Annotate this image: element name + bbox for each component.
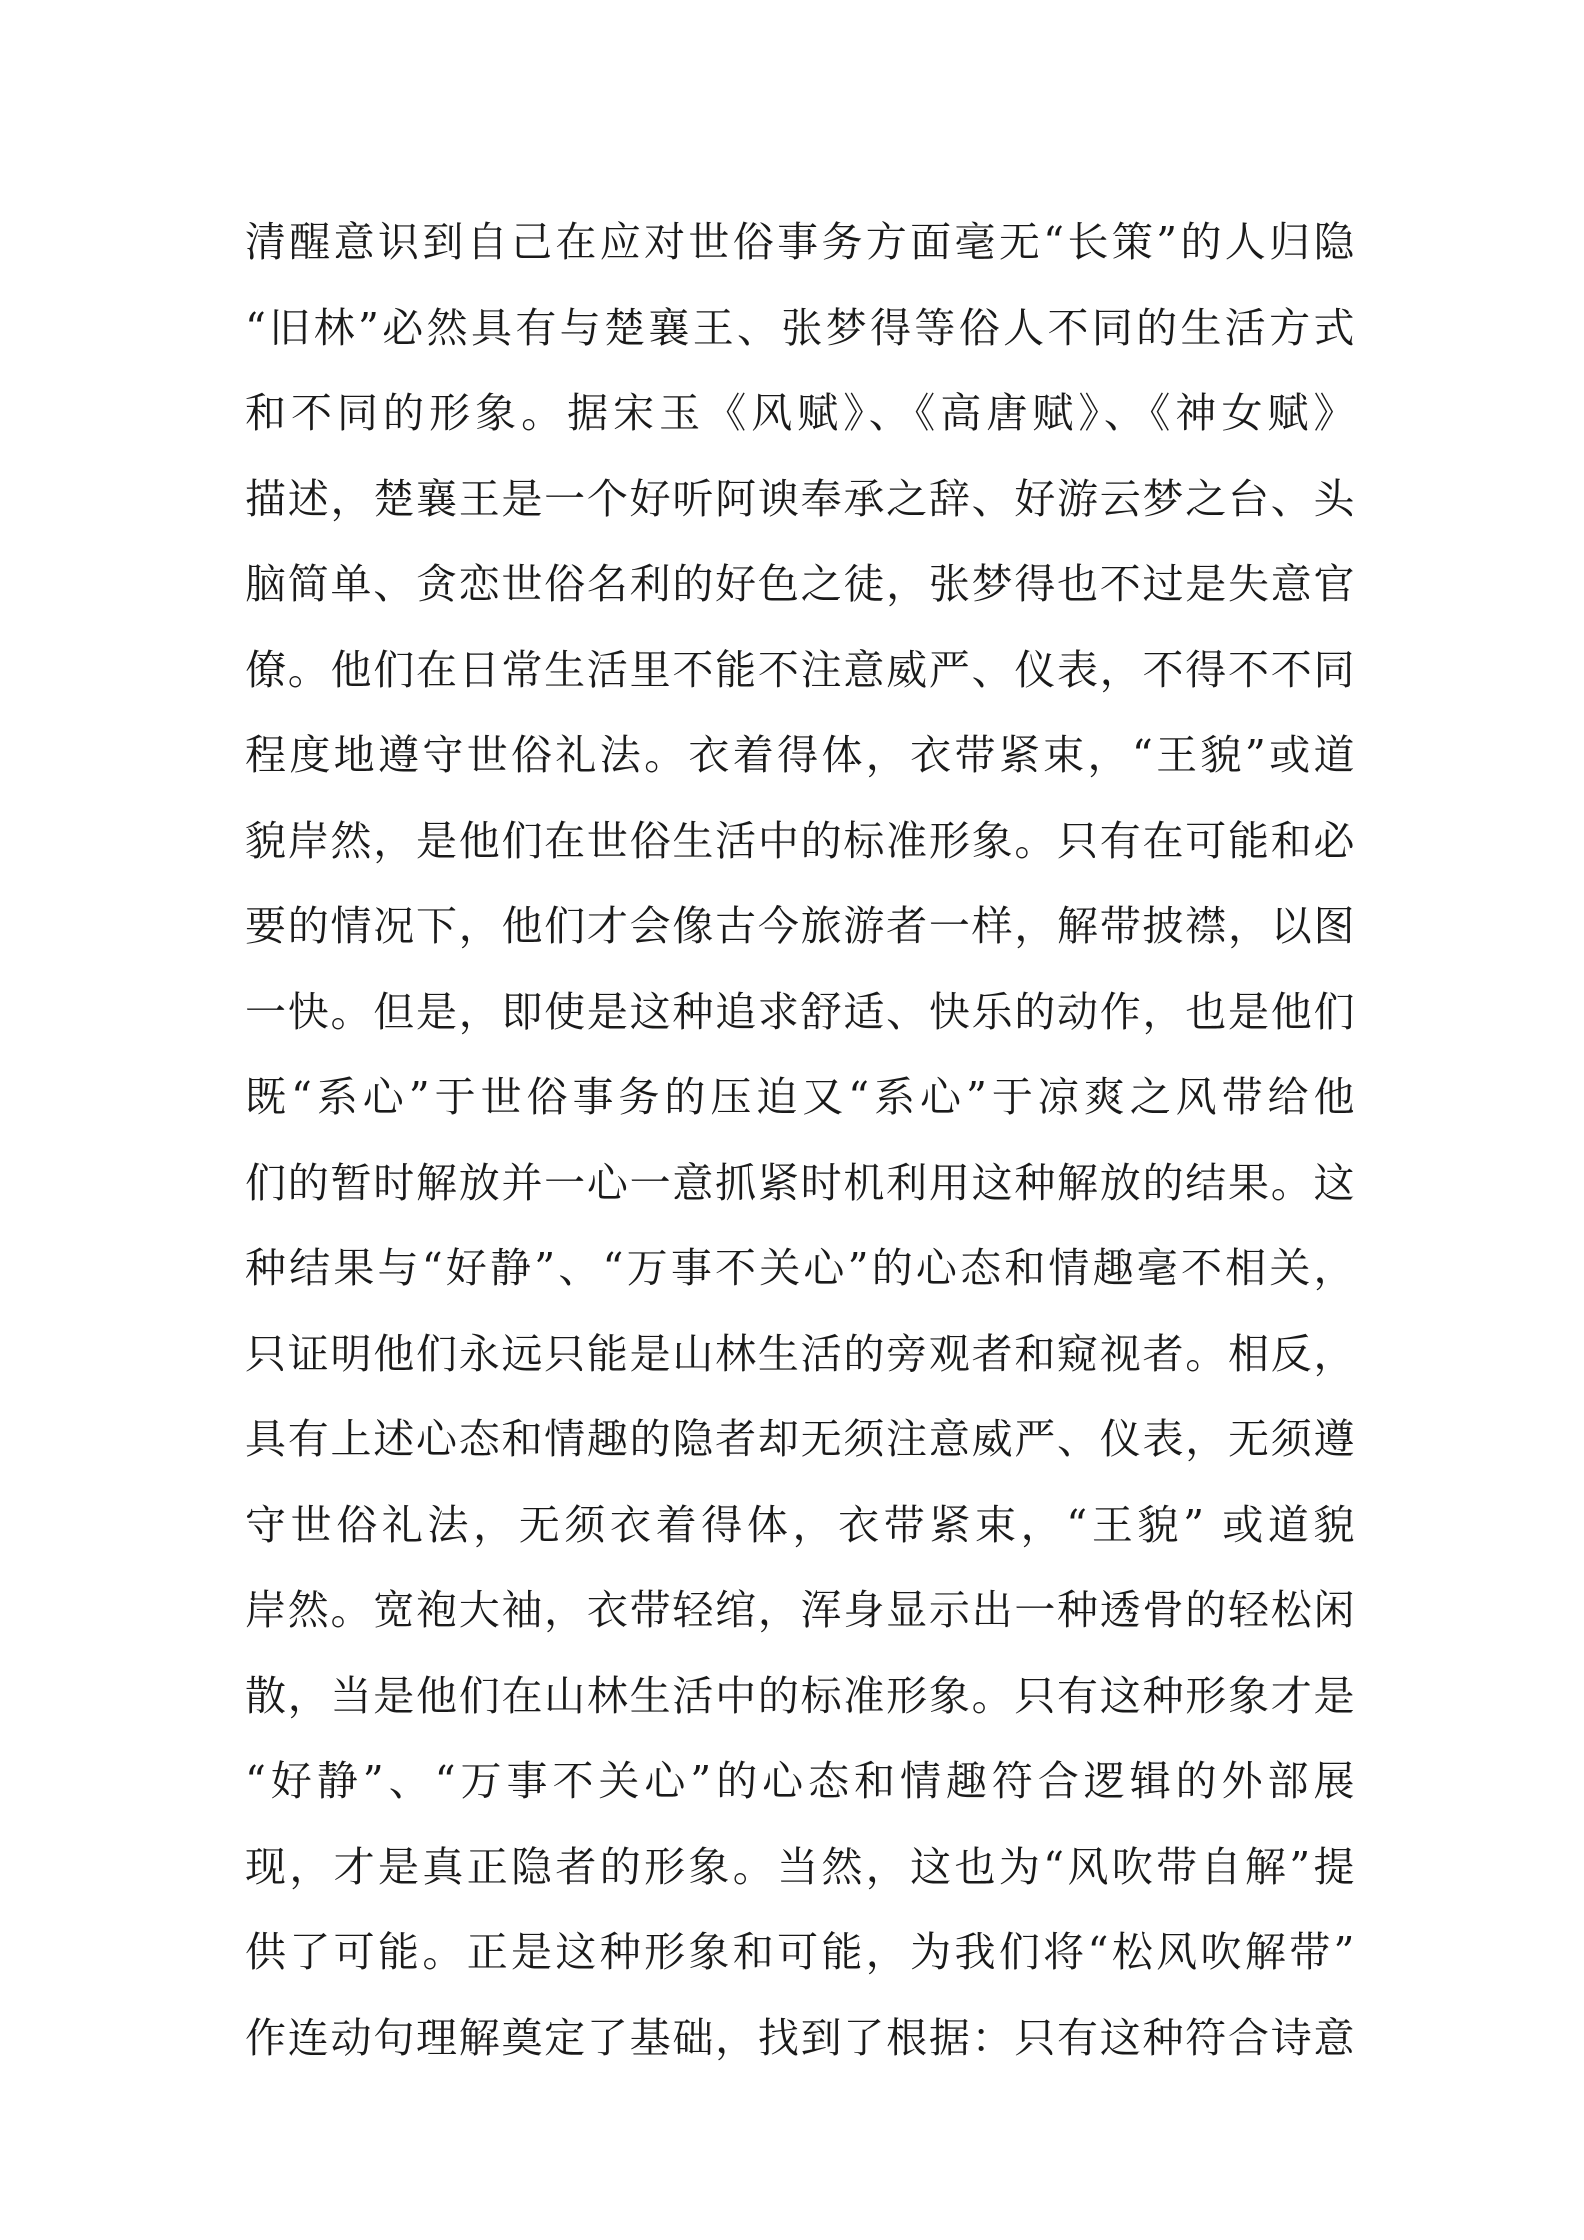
text-line: 守世俗礼法，无须衣着得体，衣带紧束，“王貌” 或道貌: [245, 1500, 1355, 1549]
text-line: 散，当是他们在山林生活中的标准形象。只有这种形象才是: [245, 1671, 1355, 1720]
text-line: 作连动句理解奠定了基础，找到了根据：只有这种符合诗意: [245, 2013, 1355, 2062]
text-line: 供了可能。正是这种形象和可能，为我们将“松风吹解带”: [245, 1928, 1355, 1976]
text-line: “旧林”必然具有与楚襄王、张梦得等俗人不同的生活方式: [245, 303, 1355, 352]
body-text: [245, 200, 1355, 2081]
text-line: 只证明他们永远只能是山林生活的旁观者和窥视者。相反，: [245, 1329, 1355, 1378]
text-line: 种结果与“好静”、“万事不关心”的心态和情趣毫不相关，: [245, 1244, 1355, 1292]
text-line: 们的暂时解放并一心一意抓紧时机利用这种解放的结果。这: [245, 1158, 1355, 1207]
text-line: 貌岸然，是他们在世俗生活中的标准形象。只有在可能和必: [245, 816, 1355, 865]
text-line: “好静”、“万事不关心”的心态和情趣符合逻辑的外部展: [245, 1757, 1355, 1805]
text-line: 和不同的形象。据宋玉《风赋》、《高唐赋》、《神女赋》: [245, 389, 1355, 437]
text-line: 岸然。宽袍大袖，衣带轻绾，浑身显示出一种透骨的轻松闲: [245, 1586, 1355, 1634]
text-line: 具有上述心态和情趣的隐者却无须注意威严、仪表，无须遵: [245, 1415, 1355, 1463]
text-line: 清醒意识到自己在应对世俗事务方面毫无“长策”的人归隐: [245, 218, 1355, 266]
text-line: 既“系心”于世俗事务的压迫又“系心”于凉爽之风带给他: [245, 1073, 1355, 1121]
text-line: 要的情况下，他们才会像古今旅游者一样，解带披襟，以图: [245, 902, 1355, 950]
text-line: 程度地遵守世俗礼法。衣着得体，衣带紧束，“王貌”或道: [245, 731, 1355, 779]
text-line: 一快。但是，即使是这种追求舒适、快乐的动作，也是他们: [245, 987, 1355, 1036]
text-line: 描述，楚襄王是一个好听阿谀奉承之辞、好游云梦之台、头: [245, 474, 1355, 523]
text-line: 脑简单、贪恋世俗名利的好色之徒，张梦得也不过是失意官: [245, 560, 1355, 608]
text-line: 僚。他们在日常生活里不能不注意威严、仪表，不得不不同: [245, 645, 1355, 694]
text-line: 现，才是真正隐者的形象。当然，这也为“风吹带自解”提: [245, 1842, 1355, 1891]
